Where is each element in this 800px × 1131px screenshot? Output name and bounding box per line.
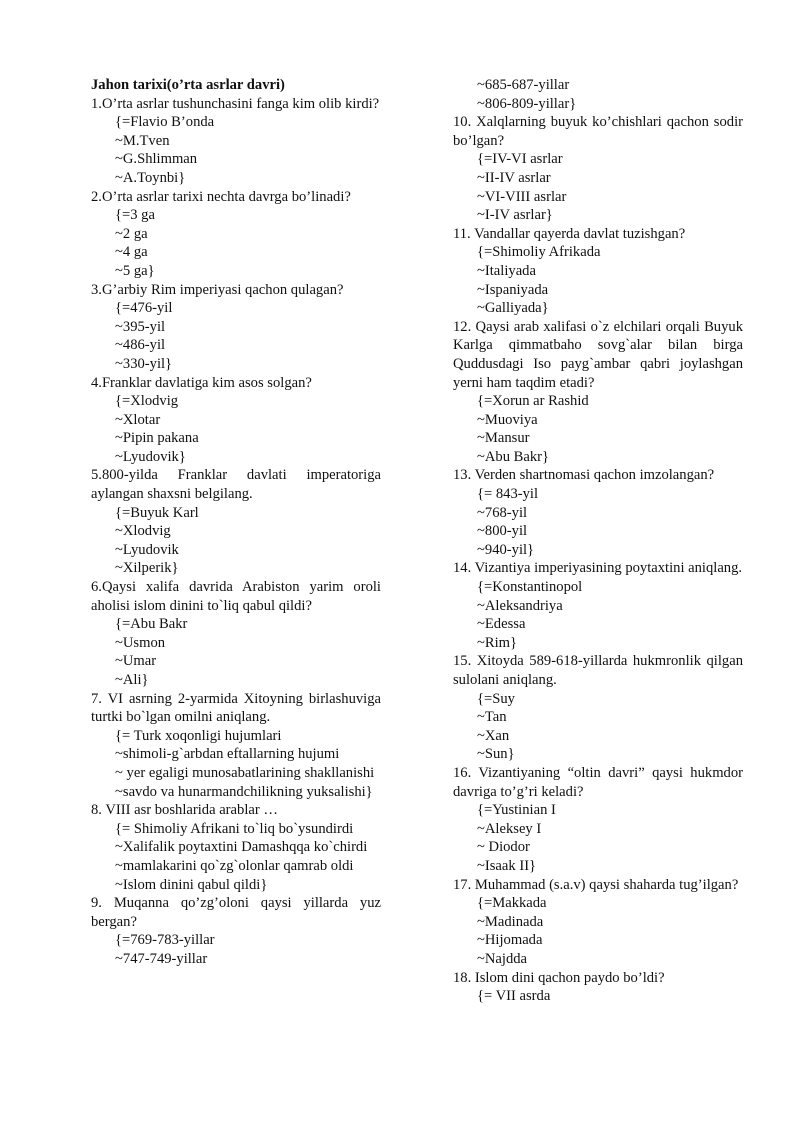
- question-block: [453, 652, 743, 764]
- question-text: 11. Vandallar qayerda davlat tuzishgan?: [453, 225, 686, 242]
- answer-option: ~Xan: [477, 727, 510, 744]
- question-block: [453, 225, 743, 318]
- right-question-list: [453, 76, 743, 1006]
- question-text: 6.Qaysi xalifa davrida Arabiston yarim oroli aholisi islom dinini to`liq qabul qildi?: [91, 579, 381, 614]
- answer-option: ~Hijomada: [477, 932, 543, 949]
- question-block: [91, 281, 381, 374]
- answer-option: ~Umar: [115, 653, 157, 670]
- answer-option: ~Abu Bakr}: [477, 448, 550, 465]
- answer-option: {=769-783-yillar: [115, 932, 215, 949]
- answer-option: ~Islom dinini qabul qildi}: [115, 876, 268, 893]
- answer-option: {= 843-yil: [477, 486, 539, 503]
- answer-option: ~Pipin pakana: [115, 430, 199, 447]
- question-block: [453, 876, 743, 969]
- answer-option: ~Aleksandriya: [477, 597, 563, 614]
- question-text: 5.800-yilda Franklar davlati imperatoriga aylangan shaxsni belgilang.: [91, 467, 381, 503]
- question-block: [453, 764, 743, 876]
- answer-option: {=Makkada: [477, 895, 547, 912]
- question-text: 18. Islom dini qachon paydo bo’ldi?: [453, 969, 665, 986]
- answer-option: ~Xlotar: [115, 411, 161, 428]
- answer-option: ~Lyudovik: [115, 541, 179, 558]
- answer-option: ~940-yil}: [477, 541, 535, 558]
- answer-option: ~800-yil: [477, 523, 528, 540]
- question-text: 1.O’rta asrlar tushunchasini fanga kim olib kirdi?: [91, 95, 380, 112]
- answer-option: ~shimoli-g`arbdan eftallarning hujumi: [115, 746, 340, 763]
- answer-option: {=Suy: [477, 690, 515, 707]
- question-text: 9. Muqanna qo’zg’oloni qaysi yillarda yuz bergan?: [91, 895, 381, 930]
- answer-option: ~Xlodvig: [115, 523, 171, 540]
- question-text: 16. Vizantiyaning “oltin davri” qaysi hukmdor davriga to’g’ri keladi?: [453, 764, 743, 800]
- question-text: 2.O’rta asrlar tarixi nechta davrga bo’linadi?: [91, 188, 351, 205]
- answer-option: ~Ispaniyada: [477, 281, 549, 298]
- question-block: [91, 374, 381, 467]
- answer-option: {=Flavio B’onda: [115, 114, 215, 131]
- answer-option: ~M.Tven: [115, 132, 170, 149]
- answer-option: ~II-IV asrlar: [477, 169, 551, 186]
- question-text: 13. Verden shartnomasi qachon imzolangan?: [453, 467, 715, 484]
- answer-option: ~486-yil: [115, 337, 166, 354]
- right-column: [453, 76, 743, 1006]
- question-block: [91, 466, 381, 578]
- question-text: 4.Franklar davlatiga kim asos solgan?: [91, 374, 312, 391]
- answer-option: ~395-yil: [115, 318, 166, 335]
- answer-option: {=IV-VI asrlar: [477, 151, 563, 168]
- question-block: [91, 95, 381, 188]
- answer-option: ~VI-VIII asrlar: [477, 188, 567, 205]
- answer-option: {=Konstantinopol: [477, 579, 583, 596]
- answer-option: ~330-yil}: [115, 355, 173, 372]
- answer-option: {=Abu Bakr: [115, 616, 188, 633]
- answer-option: ~Usmon: [115, 634, 166, 651]
- answer-option: ~Galliyada}: [477, 300, 549, 317]
- answer-option: ~Najdda: [477, 950, 528, 967]
- answer-option: ~Mansur: [477, 430, 530, 447]
- answer-option: ~savdo va hunarmandchilikning yuksalishi}: [115, 783, 373, 800]
- answer-option: ~2 ga: [115, 225, 148, 242]
- answer-option: ~mamlakarini qo`zg`olonlar qamrab oldi: [115, 857, 354, 874]
- answer-option: ~Xilperik}: [115, 560, 179, 577]
- answer-option: ~Edessa: [477, 616, 526, 633]
- answer-option: ~Xalifalik poytaxtini Damashqqa ko`chirdi: [115, 839, 368, 856]
- answer-option: ~Italiyada: [477, 262, 536, 279]
- question-block: [91, 578, 381, 690]
- question-block: [453, 318, 743, 467]
- answer-option: ~4 ga: [115, 244, 148, 261]
- question-text: 8. VIII asr boshlarida arablar …: [91, 802, 278, 819]
- answer-option: {= Shimoliy Afrikani to`liq bo`ysundirdi: [115, 820, 354, 837]
- answer-option: ~ yer egaligi munosabatlarining shakllanishi: [115, 764, 375, 781]
- answer-option: {=3 ga: [115, 207, 155, 224]
- question-block: [91, 188, 381, 281]
- answer-option: ~Tan: [477, 709, 507, 726]
- answer-option: ~Sun}: [477, 746, 515, 763]
- answer-option: ~Lyudovik}: [115, 448, 186, 465]
- question-block: [91, 801, 381, 894]
- answer-option: ~A.Toynbi}: [115, 169, 186, 186]
- question-block: [453, 559, 743, 652]
- answer-option: {=Xlodvig: [115, 393, 179, 410]
- document-title: Jahon tarixi(o’rta asrlar davri): [91, 77, 285, 93]
- question-block: [453, 113, 743, 225]
- answer-option: ~Madinada: [477, 913, 544, 930]
- answer-option: ~Muoviya: [477, 411, 538, 428]
- question-block: [453, 76, 743, 113]
- answer-option: ~G.Shlimman: [115, 151, 198, 168]
- question-text: 7. VI asrning 2-yarmida Xitoyning birlashuviga turtki bo`lgan omilni aniqlang.: [91, 690, 381, 726]
- question-text: 17. Muhammad (s.a.v) qaysi shaharda tug’ilgan?: [453, 876, 739, 893]
- answer-option: {= VII asrda: [477, 988, 551, 1005]
- left-question-list: [91, 95, 381, 969]
- answer-option: ~Isaak II}: [477, 857, 537, 874]
- answer-option: ~806-809-yillar}: [477, 95, 577, 112]
- answer-option: ~ Diodor: [477, 839, 530, 856]
- answer-option: ~Aleksey I: [477, 820, 542, 837]
- question-text: 12. Qaysi arab xalifasi o`z elchilari orqali Buyuk Karlga qimmatbaho sovg`alar bilan birga Quddusdagi Iso payg`ambar qabri joylashgan yerni ham taqdim etadi?: [453, 318, 743, 391]
- answer-option: {= Turk xoqonligi hujumlari: [115, 727, 282, 744]
- question-text: 14. Vizantiya imperiyasining poytaxtini aniqlang.: [453, 560, 743, 577]
- answer-option: ~I-IV asrlar}: [477, 207, 553, 224]
- answer-option: ~Ali}: [115, 672, 149, 688]
- answer-option: {=Yustinian I: [477, 802, 556, 819]
- answer-option: {=Shimoliy Afrikada: [477, 244, 601, 261]
- question-block: [91, 690, 381, 802]
- answer-option: ~Rim}: [477, 634, 518, 651]
- answer-option: {=Xorun ar Rashid: [477, 393, 589, 410]
- answer-option: ~5 ga}: [115, 262, 155, 279]
- question-block: [91, 894, 381, 968]
- question-text: 15. Xitoyda 589-618-yillarda hukmronlik qilgan sulolani aniqlang.: [453, 653, 743, 688]
- question-text: 10. Xalqlarning buyuk ko’chishlari qachon sodir bo’lgan?: [453, 114, 743, 149]
- answer-option: ~685-687-yillar: [477, 77, 570, 93]
- question-block: [453, 969, 743, 1006]
- answer-option: ~768-yil: [477, 504, 528, 521]
- answer-option: {=476-yil: [115, 300, 173, 317]
- question-text: 3.G’arbiy Rim imperiyasi qachon qulagan?: [91, 281, 344, 298]
- answer-option: {=Buyuk Karl: [115, 504, 199, 521]
- question-block: [453, 466, 743, 559]
- answer-option: ~747-749-yillar: [115, 950, 208, 967]
- left-column: [91, 76, 381, 969]
